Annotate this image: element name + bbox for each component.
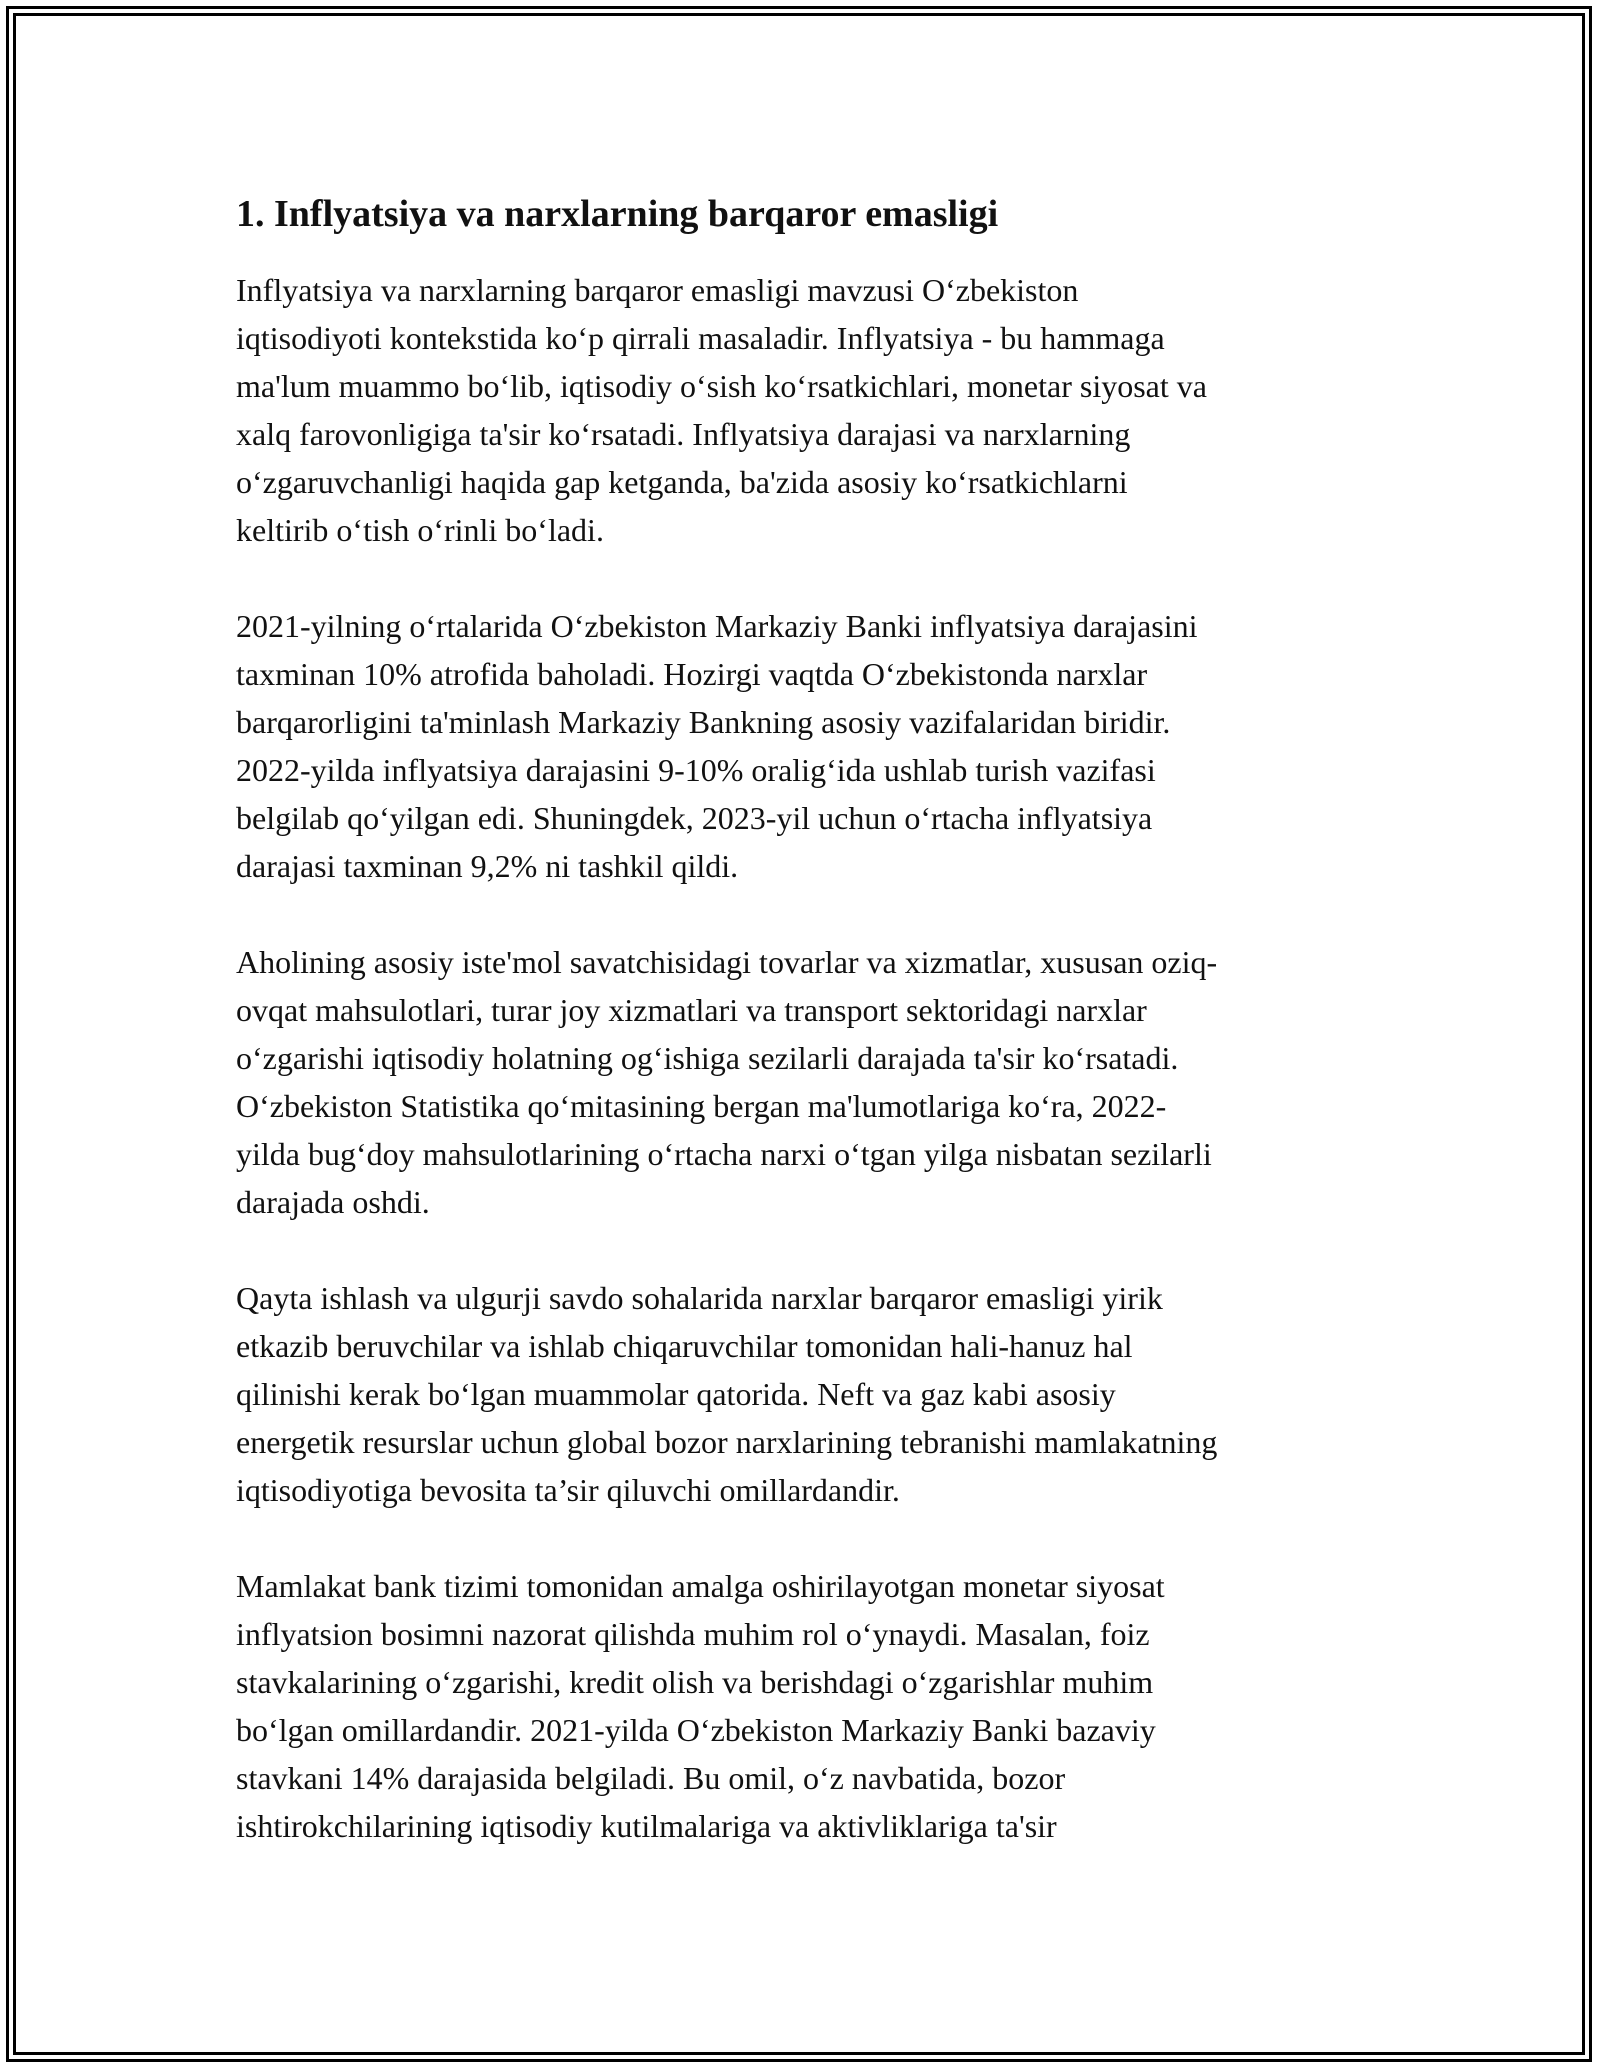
- paragraph-2: [236, 602, 1376, 890]
- paragraph-line: yilda bug‘doy mahsulotlarining o‘rtacha narxi o‘tgan yilga nisbatan sezilarli: [236, 1136, 1212, 1172]
- paragraph-5: [236, 1562, 1376, 1850]
- paragraph-line: 2022-yilda inflyatsiya darajasini 9-10% oralig‘ida ushlab turish vazifasi: [236, 752, 1156, 788]
- paragraph-4: [236, 1274, 1376, 1514]
- paragraph-line: 2021-yilning o‘rtalarida O‘zbekiston Markaziy Banki inflyatsiya darajasini: [236, 608, 1198, 644]
- paragraph-line: ma'lum muammo bo‘lib, iqtisodiy o‘sish ko‘rsatkichlari, monetar siyosat va: [236, 368, 1207, 404]
- paragraph-line: iqtisodiyotiga bevosita ta’sir qiluvchi omillardandir.: [236, 1472, 900, 1508]
- paragraph-line: Mamlakat bank tizimi tomonidan amalga oshirilayotgan monetar siyosat: [236, 1568, 1165, 1604]
- paragraph-line: belgilab qo‘yilgan edi. Shuningdek, 2023-yil uchun o‘rtacha inflyatsiya: [236, 800, 1153, 836]
- paragraph-line: ishtirokchilarining iqtisodiy kutilmalariga va aktivliklariga ta'sir: [236, 1808, 1057, 1844]
- paragraph-line: stavkalarining o‘zgarishi, kredit olish va berishdagi o‘zgarishlar muhim: [236, 1664, 1154, 1700]
- paragraph-line: o‘zgaruvchanligi haqida gap ketganda, ba'zida asosiy ko‘rsatkichlarni: [236, 464, 1128, 500]
- paragraph-line: stavkani 14% darajasida belgiladi. Bu omil, o‘z navbatida, bozor: [236, 1760, 1066, 1796]
- paragraph-line: energetik resurslar uchun global bozor narxlarining tebranishi mamlakatning: [236, 1424, 1218, 1460]
- paragraph-line: etkazib beruvchilar va ishlab chiqaruvchilar tomonidan hali-hanuz hal: [236, 1328, 1133, 1364]
- section-heading: 1. Inflyatsiya va narxlarning barqaror emasligi: [236, 193, 999, 235]
- paragraph-line: O‘zbekiston Statistika qo‘mitasining bergan ma'lumotlariga ko‘ra, 2022-: [236, 1088, 1167, 1124]
- document-body: [236, 186, 1376, 1898]
- paragraph-line: inflyatsion bosimni nazorat qilishda muhim rol o‘ynaydi. Masalan, foiz: [236, 1616, 1150, 1652]
- paragraph-3: [236, 938, 1376, 1226]
- paragraph-line: qilinishi kerak bo‘lgan muammolar qatorida. Neft va gaz kabi asosiy: [236, 1376, 1116, 1412]
- paragraph-line: Aholining asosiy iste'mol savatchisidagi tovarlar va xizmatlar, xususan oziq-: [236, 944, 1218, 980]
- paragraph-line: ovqat mahsulotlari, turar joy xizmatlari va transport sektoridagi narxlar: [236, 992, 1147, 1028]
- paragraph-line: bo‘lgan omillardandir. 2021-yilda O‘zbekiston Markaziy Banki bazaviy: [236, 1712, 1156, 1748]
- paragraph-line: taxminan 10% atrofida baholadi. Hozirgi vaqtda O‘zbekistonda narxlar: [236, 656, 1148, 692]
- paragraph-line: darajasi taxminan 9,2% ni tashkil qildi.: [236, 848, 739, 884]
- paragraph-line: darajada oshdi.: [236, 1184, 430, 1220]
- paragraph-line: Qayta ishlash va ulgurji savdo sohalarida narxlar barqaror emasligi yirik: [236, 1280, 1163, 1316]
- paragraph-line: Inflyatsiya va narxlarning barqaror emasligi mavzusi O‘zbekiston: [236, 272, 1079, 308]
- paragraph-line: xalq farovonligiga ta'sir ko‘rsatadi. Inflyatsiya darajasi va narxlarning: [236, 416, 1131, 452]
- paragraph-line: iqtisodiyoti kontekstida ko‘p qirrali masaladir. Inflyatsiya - bu hammaga: [236, 320, 1165, 356]
- paragraph-line: o‘zgarishi iqtisodiy holatning og‘ishiga sezilarli darajada ta'sir ko‘rsatadi.: [236, 1040, 1179, 1076]
- paragraph-line: barqarorligini ta'minlash Markaziy Bankning asosiy vazifalaridan biridir.: [236, 704, 1171, 740]
- paragraph-line: keltirib o‘tish o‘rinli bo‘ladi.: [236, 512, 604, 548]
- paragraph-1: [236, 266, 1376, 554]
